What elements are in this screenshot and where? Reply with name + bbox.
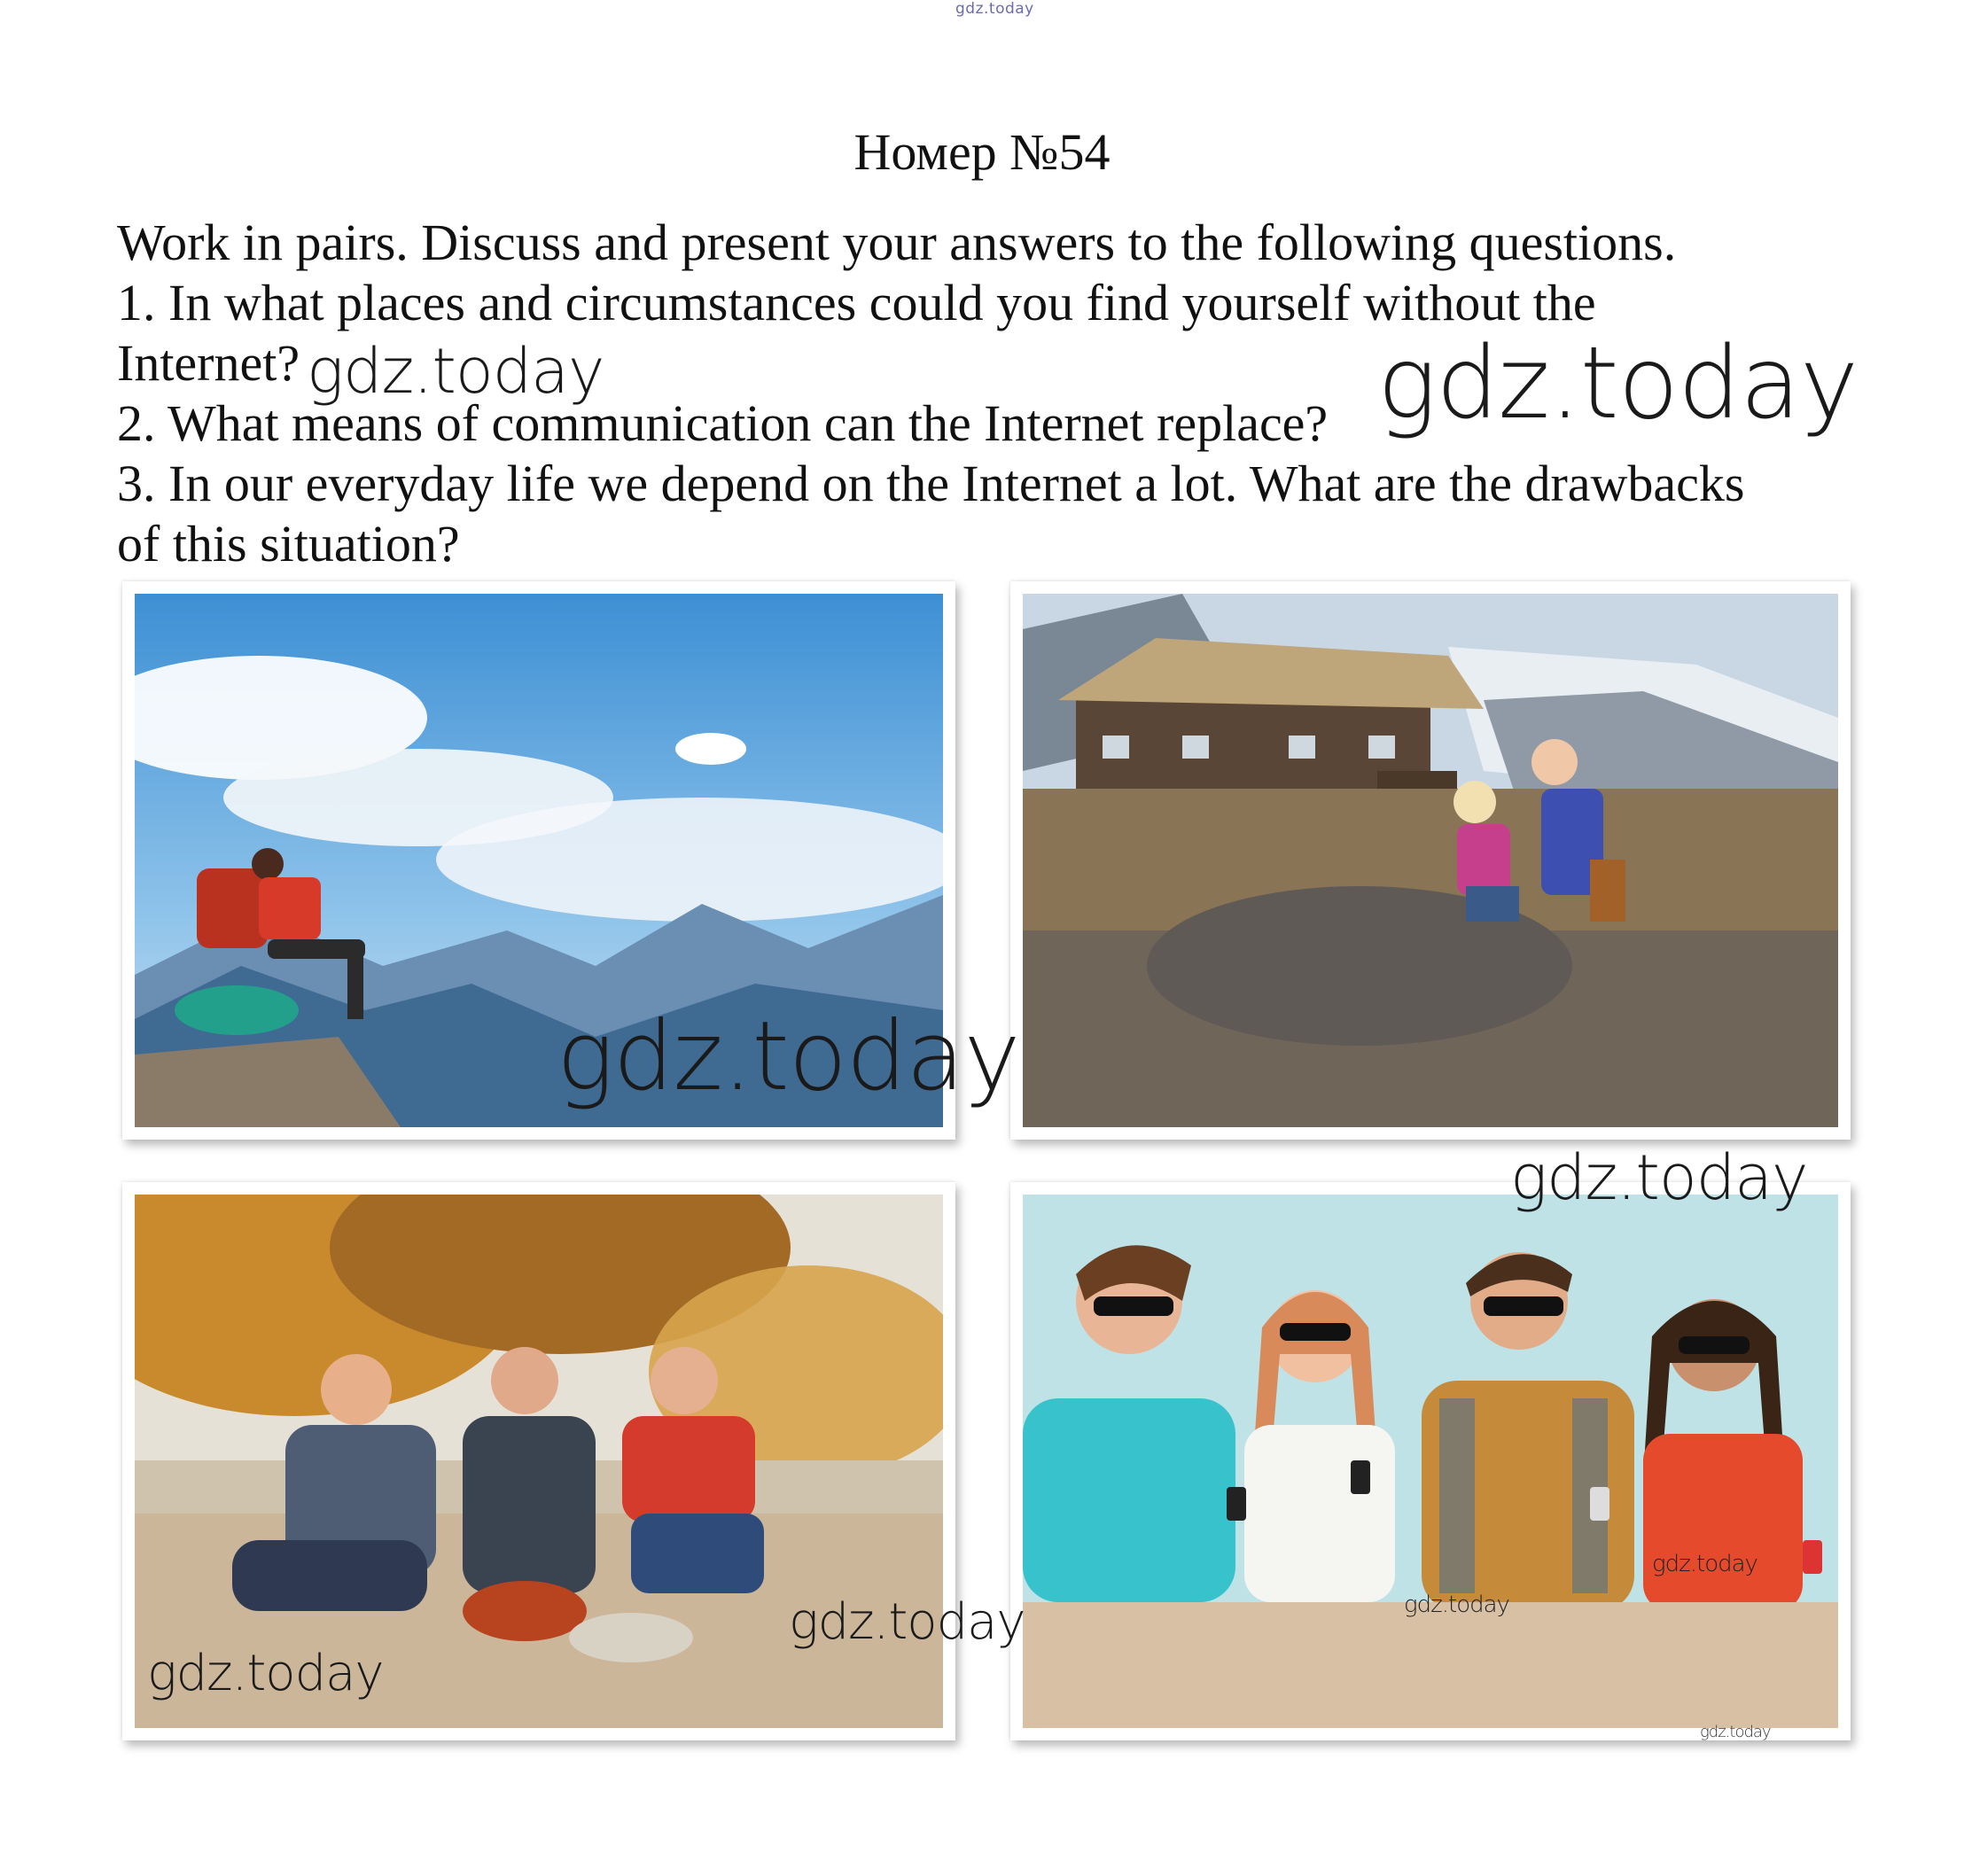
cabin-illustration	[1023, 594, 1838, 1127]
watermark-large: gdz.today	[557, 1001, 1020, 1112]
question-1-line-1: 1. In what places and circumstances could you find yourself without the	[117, 274, 1596, 331]
friends-using-smartphones-photo	[1010, 1182, 1851, 1740]
watermark: gdz.today	[789, 1593, 1025, 1651]
watermark: gdz.today	[1510, 1141, 1808, 1214]
question-1-line-2: Internet?	[117, 334, 300, 392]
watermark-small: gdz.today	[1652, 1551, 1757, 1577]
smartphones-illustration	[1023, 1195, 1838, 1728]
watermark: gdz.today	[147, 1645, 384, 1702]
question-3-line-1: 3. In our everyday life we depend on the Internet a lot. What are the drawbacks	[117, 455, 1745, 512]
top-watermark: gdz.today	[955, 0, 1034, 18]
task-intro: Work in pairs. Discuss and present your answers to the following questions.	[117, 214, 1677, 271]
watermark: gdz.today	[307, 335, 604, 408]
question-2: 2. What means of communication can the Internet replace?	[117, 394, 1329, 452]
watermark-large: gdz.today	[1377, 326, 1859, 441]
watermark-small: gdz.today	[1404, 1592, 1509, 1618]
watermark-small: gdz.today	[1700, 1723, 1771, 1741]
question-3-line-2: of this situation?	[117, 515, 460, 572]
girls-near-mountain-cabin-photo	[1010, 581, 1851, 1140]
page-title: Номер №54	[853, 123, 1111, 181]
